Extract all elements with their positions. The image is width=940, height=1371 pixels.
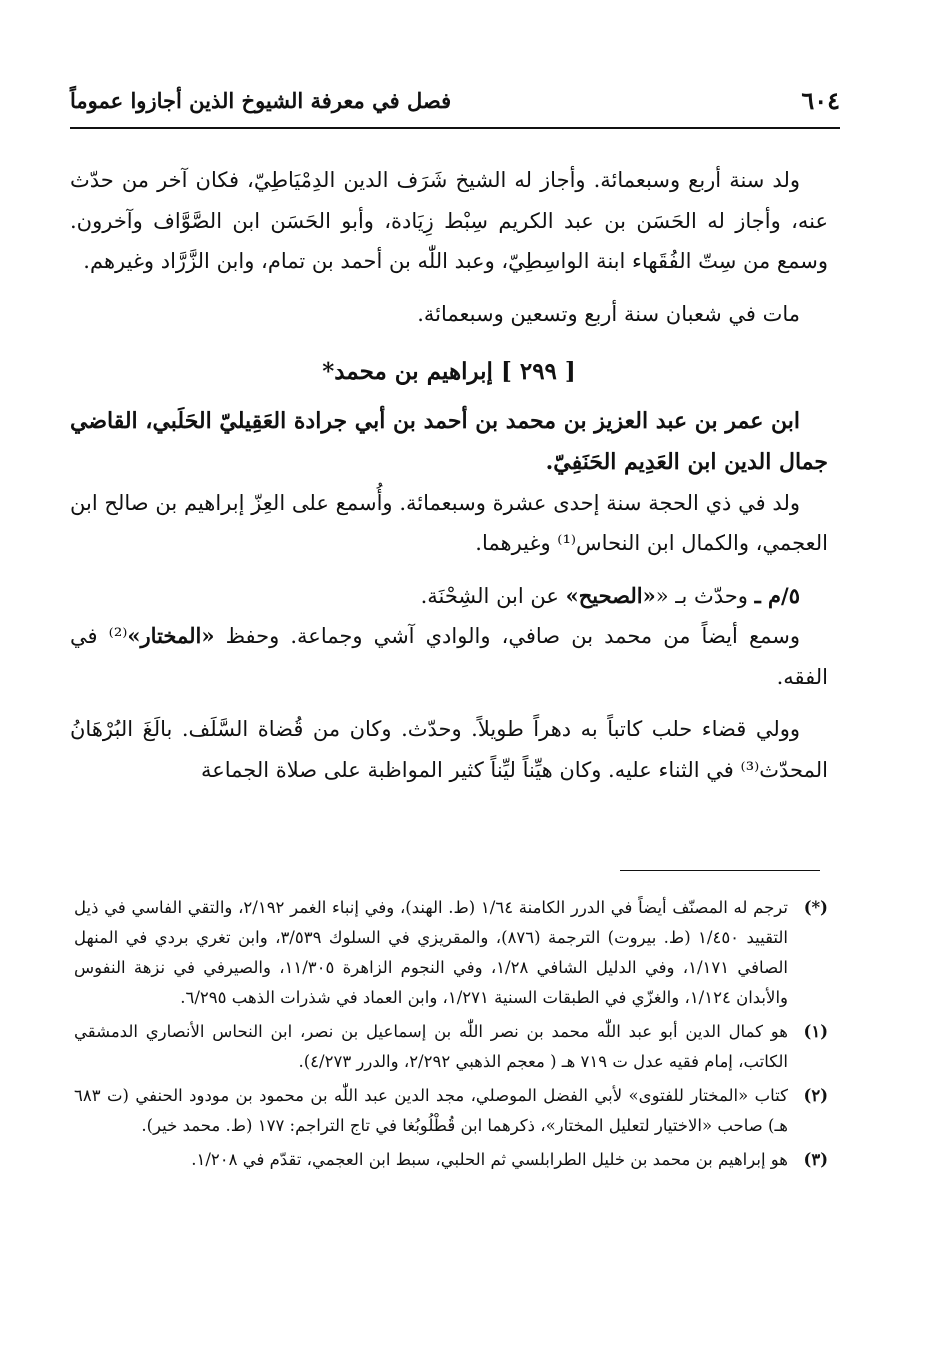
birth-paragraph: ولد في ذي الحجة سنة إحدى عشرة وسبعمائة. وأُسمع على العِزّ إبراهيم بن صالح ابن العجمي، والكمال ابن النحاس⁽¹⁾ وغيرهما.	[70, 490, 828, 555]
header-divider	[70, 127, 840, 129]
mukhtar-text-2: ⁽²⁾ في الفقه.	[70, 624, 828, 689]
manuscript-marker: ٥/م ـ	[754, 582, 800, 608]
page-number: ٦٠٤	[801, 86, 840, 115]
running-header	[70, 86, 840, 122]
footnote-marker: (٣)	[803, 1150, 828, 1169]
footnote-text: كتاب «المختار للفتوى» لأبي الفضل الموصلي، مجد الدين عبد اللّٰه بن محمود بن مودود الحنفي (ت ٦٨٣ هـ) صاحب «الاختيار لتعليل المختار»، ذكرهما ابن قُطْلُوبُغا في تاج التراجم: ١٧٧ (ط. محمد خير).	[74, 1086, 788, 1135]
mukhtar-paragraph	[70, 616, 828, 697]
footnote-marker: (*)	[803, 898, 828, 917]
main-text	[70, 160, 828, 790]
mukhtar-text-1: وسمع أيضاً من محمد بن صافي، والوادي آشي وجماعة. وحفظ	[214, 624, 801, 648]
entry-lineage: ابن عمر بن عبد العزيز بن محمد بن أحمد بن أبي جرادة العَقِيليّ الحَلَبي، القاضي جمال الدين ابن العَدِيم الحَنَفِيّ.	[70, 407, 828, 475]
judge-paragraph: وولي قضاء حلب كاتباً به دهراً طويلاً. وحدّث. وكان من قُضاة السَّلَف. بالَغَ البُرْهَانُ المحدّث⁽³⁾ في الثناء عليه. وكان هيِّناً ليِّناً كثير المواظبة على صلاة الجماعة	[70, 717, 828, 782]
footnote-2	[74, 1081, 828, 1141]
sahih-title: «الصحيح»	[565, 582, 656, 608]
footnote-1	[74, 1017, 828, 1077]
sahih-text-1: وحدّث بـ «	[655, 583, 748, 608]
footnote-star	[74, 893, 828, 1013]
footnotes	[74, 893, 828, 1175]
sahih-paragraph	[70, 576, 828, 617]
footnote-text: هو كمال الدين أبو عبد اللّٰه محمد بن نصر اللّٰه بن إسماعيل بن نصر، ابن النحاس الأنصاري الدمشقي الكاتب، إمام فقيه عدل ت ٧١٩ هـ ( معجم الذهبي ٢/٢٩٢، والدرر ٤/٢٧٣).	[74, 1022, 788, 1071]
footnote-divider	[620, 870, 820, 871]
mukhtar-title: «المختار»	[127, 623, 215, 648]
header-title: فصل في معرفة الشيوخ الذين أجازوا عموماً	[70, 88, 452, 113]
footnote-marker: (٢)	[803, 1086, 828, 1105]
footnote-text: هو إبراهيم بن محمد بن خليل الطرابلسي ثم الحلبي، سبط ابن العجمي، تقدّم في ١/٢٠٨.	[191, 1150, 788, 1169]
sahih-text-2: عن ابن الشِحْنَة.	[420, 583, 566, 608]
intro-paragraph: ولد سنة أربع وسبعمائة. وأجاز له الشيخ شَرَف الدين الدِمْيَاطِيّ، فكان آخر من حدّث عنه، وأجاز له الحَسَن بن عبد الكريم سِبْط زِيَادة، وأبو الحَسَن ابن الصَّوَّاف وآخرون. وسمع من سِتّ الفُقَهاء ابنة الواسِطِيّ، وعبد اللّٰه بن أحمد بن تمام، وابن الزَّرَّاد وغيرهم.	[70, 168, 828, 273]
footnote-marker: (١)	[803, 1022, 828, 1041]
footnote-text: ترجم له المصنّف أيضاً في الدرر الكامنة ١/٦٤ (ط. الهند)، وفي إنباء الغمر ٢/١٩٢، والتقي الفاسي في ذيل التقييد ١/٤٥٠ (ط. بيروت) الترجمة (٨٧٦)، والمقريزي في السلوك ٣/٥٣٩، وابن تغري بردي في المنهل الصافي ١/١٧١، وفي الدليل الشافي ١/٢٨، وفي النجوم الزاهرة ١١/٣٠٥، والصيرفي في نزهة النفوس والأبدان ١/١٢٤، والغزّي في الطبقات السنية ١/٢٧١، وابن العماد في شذرات الذهب ٦/٢٩٥.	[74, 898, 789, 1007]
footnote-3	[74, 1145, 828, 1175]
death-line: مات في شعبان سنة أربع وتسعين وسبعمائة.	[417, 301, 800, 326]
entry-heading: [ ٢٩٩ ] إبراهيم بن محمد*	[322, 358, 576, 385]
